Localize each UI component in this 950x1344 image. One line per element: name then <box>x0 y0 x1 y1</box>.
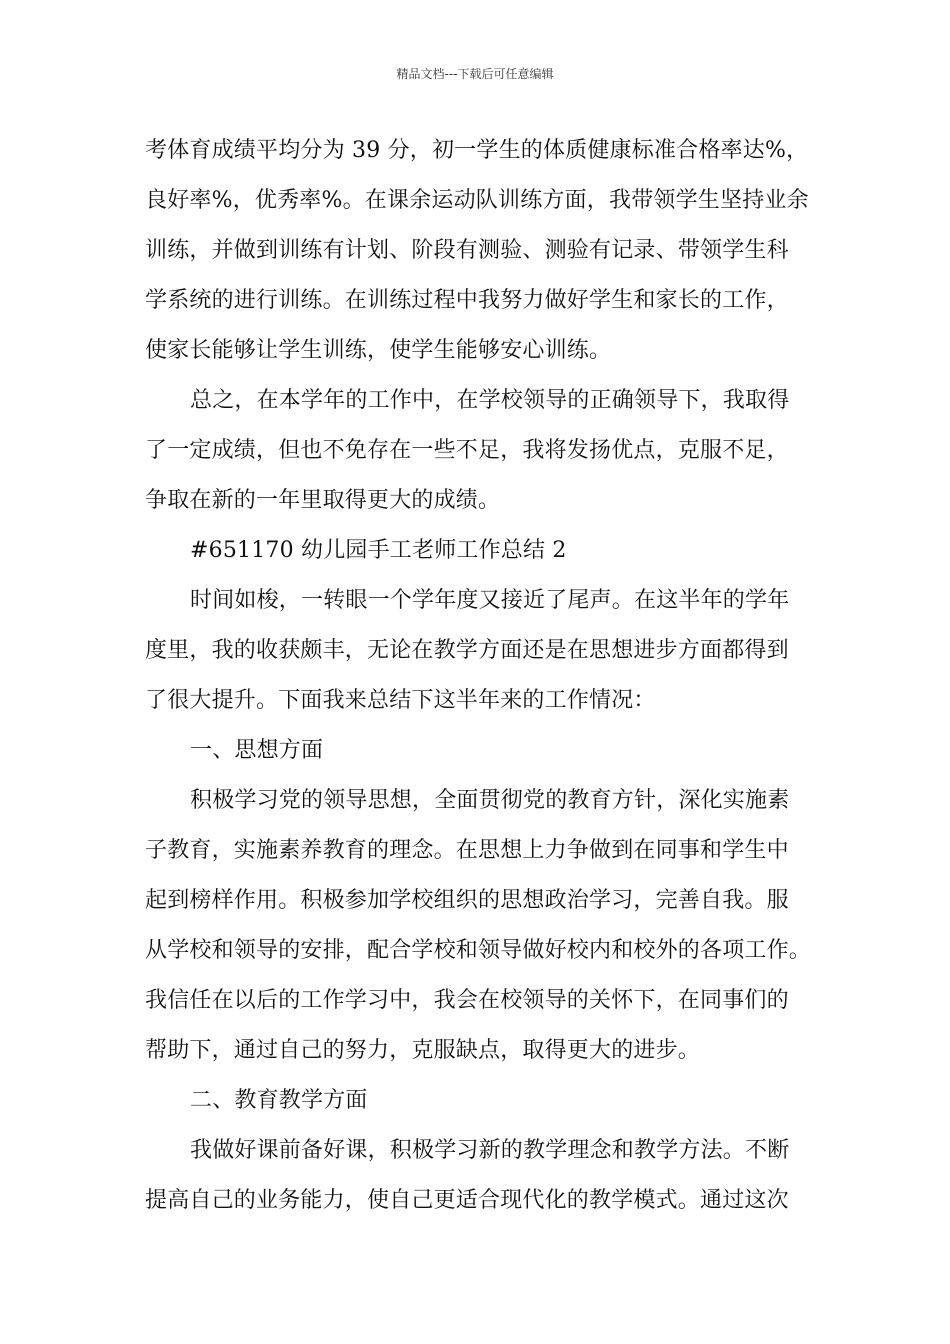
page-header: 精品文档---下载后可任意编辑 <box>396 67 554 81</box>
paragraph-first-line: 时间如梭，一转眼一个学年度又接近了尾声。在这半年的学年 <box>190 588 790 613</box>
paragraph-first-line: 积极学习党的领导思想，全面贯彻党的教育方针，深化实施素 <box>190 788 790 813</box>
body-line: 提高自己的业务能力，使自己更适合现代化的教学模式。通过这次 <box>145 1188 789 1213</box>
body-line: 良好率%，优秀率%。在课余运动队训练方面，我带领学生坚持业余 <box>145 188 809 213</box>
body-line: 考体育成绩平均分为 39 分，初一学生的体质健康标准合格率达%， <box>145 138 809 163</box>
body-line: 学系统的进行训练。在训练过程中我努力做好学生和家长的工作， <box>145 288 789 313</box>
subheading: 二、教育教学方面 <box>190 1088 368 1113</box>
body-line: 争取在新的一年里取得更大的成绩。 <box>145 488 501 513</box>
paragraph-first-line: 我做好课前备好课，积极学习新的教学理念和教学方法。不断 <box>190 1138 790 1163</box>
paragraph-first-line: 总之，在本学年的工作中，在学校领导的正确领导下，我取得 <box>190 388 790 413</box>
body-line: 我信任在以后的工作学习中，我会在校领导的关怀下，在同事们的 <box>145 988 789 1013</box>
subheading: 一、思想方面 <box>190 738 324 763</box>
body-line: 使家长能够让学生训练，使学生能够安心训练。 <box>145 338 612 363</box>
body-line: 起到榜样作用。积极参加学校组织的思想政治学习，完善自我。服 <box>145 888 789 913</box>
body-line: 子教育，实施素养教育的理念。在思想上力争做到在同事和学生中 <box>145 838 789 863</box>
body-line: 了很大提升。下面我来总结下这半年来的工作情况： <box>145 688 656 713</box>
body-line: 训练，并做到训练有计划、阶段有测验、测验有记录、带领学生科 <box>145 238 789 263</box>
body-line: 了一定成绩，但也不免存在一些不足，我将发扬优点，克服不足， <box>145 438 789 463</box>
section-title: #651170 幼儿园手工老师工作总结 2 <box>190 538 567 563</box>
body-line: 帮助下，通过自己的努力，克服缺点，取得更大的进步。 <box>145 1038 701 1063</box>
body-line: 度里，我的收获颇丰，无论在教学方面还是在思想进步方面都得到 <box>145 638 789 663</box>
body-line: 从学校和领导的安排，配合学校和领导做好校内和校外的各项工作。 <box>145 938 812 963</box>
